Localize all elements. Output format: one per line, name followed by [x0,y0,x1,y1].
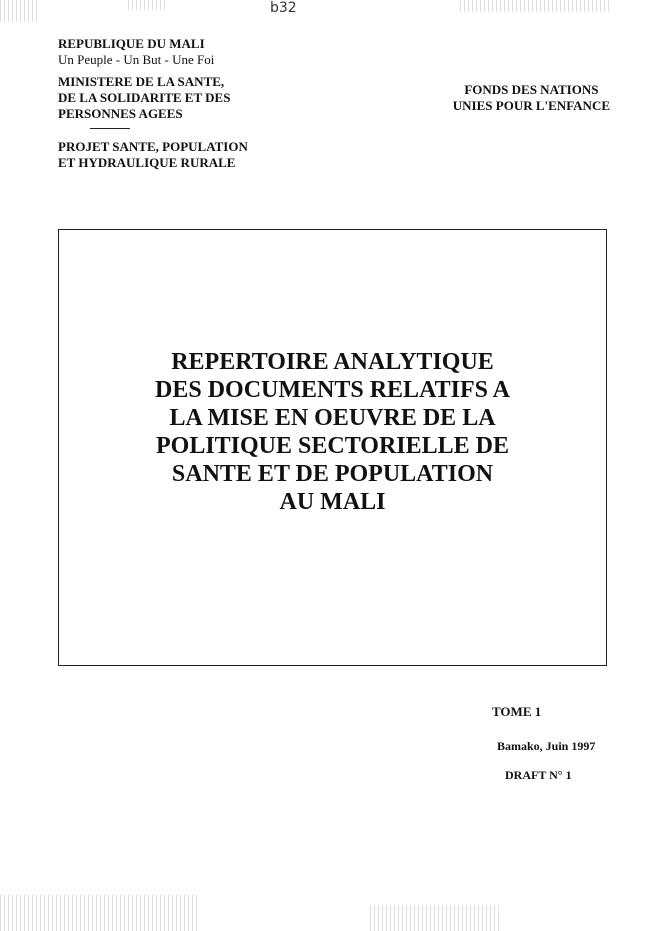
title-line: POLITIQUE SECTORIELLE DE [155,433,509,459]
scan-artifact-bottom-right [370,905,500,931]
title-line: SANTE ET DE POPULATION [171,461,494,487]
scan-artifact-top-left [0,0,40,22]
ministry-name: MINISTERE DE LA SANTE, DE LA SOLIDARITE ET DES PERSONNES AGEES [58,74,231,121]
scan-artifact-top-center [128,0,168,10]
title-line: DES DOCUMENTS RELATIFS A [155,377,510,403]
title-line: REPERTOIRE ANALYTIQUE [171,349,494,375]
header-left [58,36,248,177]
handwritten-mark: b32 [270,0,297,16]
title-frame [58,229,607,666]
title-line: AU MALI [279,489,386,515]
scan-artifact-bottom-left [0,895,200,931]
place-date: Bamako, Juin 1997 [497,739,596,753]
draft-label: DRAFT N° 1 [505,768,572,782]
republic-name: REPUBLIQUE DU MALI [58,36,205,51]
national-motto: Un Peuple - Un But - Une Foi [58,52,215,67]
project-name: PROJET SANTE, POPULATION ET HYDRAULIQUE RURALE [58,139,248,170]
tome-label: TOME 1 [492,704,542,719]
document-title [59,348,606,516]
title-line: LA MISE EN OEUVRE DE LA [169,405,496,431]
header-right-organization: FONDS DES NATIONS UNIES POUR L'ENFANCE [452,82,610,113]
scan-artifact-top-right [460,0,610,12]
header-separator [90,128,130,129]
